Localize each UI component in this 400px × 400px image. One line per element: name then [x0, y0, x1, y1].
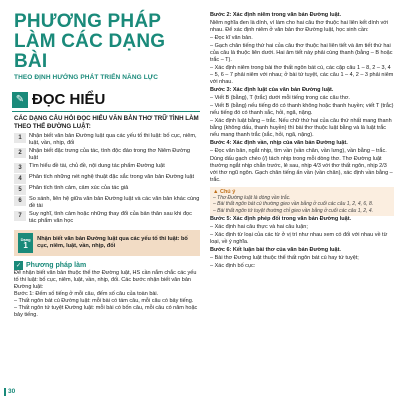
item-text: Nhận biết văn bản Đường luật qua các yếu tố thi luật: bố cục, niêm, luật, vần, nhịp, đối: [29, 133, 197, 147]
page-title-line2: LÀM CÁC DẠNG BÀI: [14, 31, 166, 72]
type-badge: [18, 233, 33, 253]
page-number: 30: [8, 388, 16, 395]
paragraph: – Viết B (bằng), T (trắc) dưới mỗi tiếng trong các câu thơ.: [210, 95, 350, 101]
step-2-heading: Bước 2: Xác định niêm trong văn bản Đường luật.: [210, 12, 341, 18]
note-heading: ▲ Chú ý: [213, 189, 236, 195]
type-badge-label: Dạng: [20, 237, 31, 243]
item-text: So sánh, liên hệ giữa văn bản Đường luật và các văn bản khác cùng đề tài: [29, 196, 200, 210]
left-column: [4, 12, 200, 319]
list-item: [14, 211, 200, 225]
method-step-1b: – Thất ngôn tứ tuyệt Đường luật: mỗi bài có bốn câu, mỗi câu có năm hoặc bảy tiếng.: [14, 305, 198, 319]
step-4-heading: Bước 4: Xác định vần, nhịp của văn bản Đường luật.: [210, 140, 348, 146]
item-text: Nhận biết đặc trưng của tác, tình độc đáo trong thơ Niêm Đường luật: [29, 148, 190, 162]
note-line: – Bài thất ngôn bát cú thường gieo vần bằng ở cuối các câu 1, 2, 4, 6, 8.: [213, 201, 374, 208]
list-item: [14, 148, 200, 162]
type-1-text: Nhận biết văn bản Đường luật qua các yếu tố thi luật: bố cục, niêm, luật, vần, nhịp, đối: [37, 236, 188, 250]
paragraph: – Gạch chân tiếng thứ hai của câu thơ thuộc hai liên tiết và âm tiết thứ hai của câu là thuộc liên dưới. Hai âm tiết này phải cùng thanh (bằng – B hoặc trắc – T).: [210, 43, 393, 63]
paragraph: Dùng dấu gạch chéo (/) tách nhịp trong mỗi dòng thơ. Thơ Đường luật thường ngắt nhịp chẵn trước, lẻ sau, nhịp 4/3 với thơ thất ngôn, nhịp 2/3 với thơ ngũ ngôn. Gạch chân tiếng ẩn vần (vần chân), xác định vần bằng – trắc.: [210, 156, 393, 183]
page-subtitle: THEO ĐỊNH HƯỚNG PHÁT TRIỂN NĂNG LỰC: [14, 74, 159, 81]
note-box: [210, 187, 394, 216]
item-number: 4: [14, 174, 26, 184]
item-number: 2: [14, 148, 26, 158]
list-item: [14, 196, 200, 210]
item-number: 6: [14, 196, 26, 206]
type-1-box: [14, 230, 200, 256]
question-types-title: CÁC DẠNG CÂU HỎI ĐỌC HIỂU VĂN BẢN THƠ TRỮ TÌNH LÀM THEO THỂ ĐƯỜNG LUẬT:: [14, 115, 199, 130]
list-item: [14, 185, 200, 195]
section-header: [12, 91, 200, 108]
method-header: [14, 261, 200, 270]
note-line: – Bài thất ngôn tứ tuyệt thường chỉ gieo vần bằng ở cuối các câu 1, 2, 4.: [213, 207, 373, 214]
lightbulb-icon: ✓: [15, 263, 22, 270]
list-item: [14, 163, 200, 173]
list-item: [14, 133, 200, 147]
method-intro: Để nhận biết văn bản thuộc thể thơ Đường luật, HS cần nắm chắc các yếu tố thi luật: bố cục, niêm, luật, vần, nhịp, đối. Các bước nhận biết văn bản Đường luật:: [14, 270, 197, 291]
item-number: 1: [14, 133, 26, 143]
step-6-heading: Bước 6: Kết luận bài thơ của văn bản Đường luật.: [210, 247, 341, 254]
paragraph: Niêm nghĩa đen là dính, ví làm cho hai câu thơ thuộc hai liên kết dính với nhau. Để xác định niêm ở văn bản thơ Đường luật, học sinh cần:: [210, 20, 389, 33]
method-step-1: Bước 1: Đếm số tiếng ở mỗi câu, đếm số câu của toàn bài.: [14, 291, 159, 298]
right-column: [210, 12, 394, 271]
paragraph: – Xác định hai câu thực và hai câu luận;: [210, 224, 308, 231]
section-title: ĐỌC HIỂU: [32, 91, 106, 108]
method-title: Phương pháp làm: [26, 262, 87, 270]
page-title-line1: PHƯƠNG PHÁP: [14, 11, 162, 32]
note-line: – Thơ Đường luật là dòng vần trắc.: [213, 195, 291, 201]
item-text: Phân tích những nét nghệ thuật đặc sắc trong văn bản Đường luật: [29, 174, 195, 181]
paragraph: – Xác định từ loại của các từ ở vị trí như nhau xem có đối với nhau về từ loại, về ý nghĩa.: [210, 232, 388, 246]
page-number-bar: [4, 388, 6, 396]
paragraph: – Xác định luật bằng – trắc. Nếu chữ thứ hai của câu thứ nhất mang thanh bằng (không dấu, thanh huyền) thì bài thơ thuộc luật bằng và là luật trắc nếu mang thanh trắc (sắc, hỏi, ngã, nặng).: [210, 118, 392, 138]
step-3-heading: Bước 3: Xác định luật của văn bản Đường luật.: [210, 87, 334, 93]
paragraph: – Xác định niêm trong bài thơ thất ngôn bát cú, các cặp câu 1 – 8, 2 – 3, 4 – 5, 6 – 7 phải niêm với nhau; ở bài tứ tuyệt, các câu 1 – 4, 2 – 3 phải niêm với nhau.: [210, 65, 394, 85]
item-text: Suy nghĩ, tình cảm hoặc những thay đổi của bản thân sau khi đọc tác phẩm văn học: [29, 211, 192, 225]
step-5-heading: Bước 5: Xác định phép đối trong văn bản Đường luật.: [210, 216, 352, 223]
book-icon: ✎: [12, 92, 28, 108]
type-badge-number: 1: [23, 241, 28, 251]
question-list: [14, 133, 200, 225]
item-number: 7: [14, 211, 26, 221]
item-text: Phân tích tình cảm, cảm xúc của tác giả: [29, 185, 129, 192]
list-item: [14, 174, 200, 184]
paragraph: – Xác định bố cục:: [210, 263, 256, 270]
item-number: 3: [14, 163, 26, 173]
item-number: 5: [14, 185, 26, 195]
section-divider: [12, 111, 200, 112]
paragraph: – Bài thơ Đường luật thuộc thể thất ngôn bát cú hay tứ tuyệt;: [210, 255, 359, 262]
paragraph: – Đọc kĩ văn bản.: [210, 35, 253, 41]
paragraph: – Đọc văn bản, ngắt nhịp, tìm vần (vần chân, vần lưng), vần bằng – trắc.: [210, 148, 387, 154]
paragraph: – Viết B (bằng) nếu tiếng đó có thanh không hoặc thanh huyền; viết T (trắc) nếu tiếng đó có thanh sắc, hỏi, ngã, nặng.: [210, 103, 394, 116]
item-text: Tìm hiểu đề tài, chủ đề, nội dung tác phẩm Đường luật: [29, 163, 165, 170]
method-step-1a: – Thất ngôn bát cú Đường luật: mỗi bài có tám câu, mỗi câu có bảy tiếng.: [14, 298, 194, 305]
